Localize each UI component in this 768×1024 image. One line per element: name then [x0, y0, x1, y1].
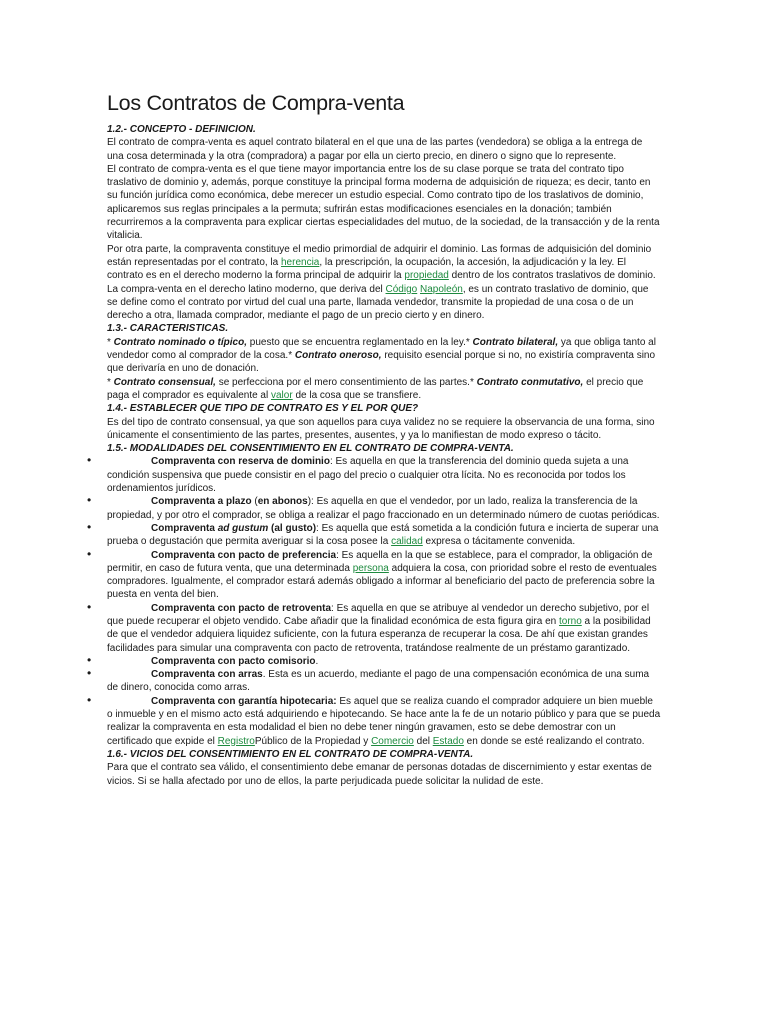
paragraph: Por otra parte, la compraventa constituye el medio primordial de adquirir el dominio. Las formas de adquisición del dominio están representadas por el contrato, la herencia, la prescripción, la ocupación, la accesión, la adjudicación y la ley. El contrato es en el derecho moderno la forma principal de adquirir la propiedad dentro de los contratos traslativos de dominio.: [107, 243, 656, 282]
modalidades-list: [107, 455, 661, 748]
paragraph: La compra-venta en el derecho latino moderno, que deriva del Código Napoleón, es un contrato traslativo de dominio, que se define como el contrato por virtud del cual una parte, llamada vendedor, transmite la propiedad de una cosa o de un derecho a otra, llamada comprador, mediante el pago de un precio cierto y en dinero.: [107, 283, 649, 322]
link-codigo[interactable]: Código: [385, 283, 418, 295]
section-heading-concepto: 1.2.- CONCEPTO - DEFINICION.: [107, 124, 256, 135]
list-item: • Compraventa con reserva de dominio: Es aquella en que la transferencia del dominio queda sujeta a una condición suspensiva que puede consistir en el pago del precio o cualquier otra lícita. No es reconocida por todos los ordenamientos jurídicos.: [107, 455, 661, 495]
list-item: • Compraventa con pacto de preferencia: Es aquella en la que se establece, para el comprador, la obligación de permitir, en caso de futura venta, que una determinada persona adquiera la cosa, con prioridad sobre el resto de eventuales compradores. Igualmente, el comprador estará además obligado a informar al beneficiario del pacto de preferencia sobre la puesta en venta del bien.: [107, 549, 661, 602]
section-heading-vicios: 1.6.- VICIOS DEL CONSENTIMIENTO EN EL CONTRATO DE COMPRA-VENTA.: [107, 748, 474, 760]
list-item: • Compraventa ad gustum (al gusto): Es aquella que está sometida a la condición futura e incierta de superar una prueba o degustación que permita averiguar si la cosa posee la calidad expresa o tácitamente convenida.: [107, 522, 661, 549]
link-estado[interactable]: Estado: [432, 735, 464, 747]
link-napoleon[interactable]: Napoleón: [420, 283, 463, 295]
section-heading-tipo: 1.4.- ESTABLECER QUE TIPO DE CONTRATO ES Y EL POR QUE?: [107, 403, 419, 415]
section-heading-modalidades: 1.5.- MODALIDADES DEL CONSENTIMIENTO EN EL CONTRATO DE COMPRA-VENTA.: [107, 443, 514, 455]
paragraph: El contrato de compra-venta es aquel contrato bilateral en el que una de las partes (vendedora) se obliga a la entrega de una cosa determinada y la otra (compradora) a pagar por ella un cierto precio, en dinero o signo que lo represente.: [107, 137, 643, 162]
link-valor[interactable]: valor: [271, 389, 293, 401]
list-item: • Compraventa con arras. Esta es un acuerdo, mediante el pago de una compensación económica de una suma de dinero, conocida como arras.: [107, 668, 661, 695]
paragraph: El contrato de compra-venta es el que tiene mayor importancia entre los de su clase porque se trata del contrato tipo traslativo de dominio y, además, porque constituye la principal forma moderna de adquisición de riqueza; es decir, tanto en su función jurídica como económica, debe merecer un estudio especial. Como contrato tipo de los traslativos de dominio, aplicaremos sus reglas principales a la permuta; sufrirán estas modificaciones esenciales en la donación; también recurriremos a la compraventa para explicar ciertas especialidades del mutuo, de la sociedad, de la transacción y de la renta vitalicia.: [107, 163, 660, 242]
paragraph: * Contrato consensual, se perfecciona por el mero consentimiento de las partes.* Contrato conmutativo, el precio que paga el comprador es equivalente al valor de la cosa que se transfiere.: [107, 376, 644, 401]
paragraph: Es del tipo de contrato consensual, ya que son aquellos para cuya validez no se requiere la observancia de una forma, sino únicamente el consentimiento de las partes, presentes, ausentes, y ya lo manifiestan de modo expreso o tácito.: [107, 416, 655, 441]
list-item: • Compraventa con garantía hipotecaria: Es aquel que se realiza cuando el comprador adquiere un bien mueble o inmueble y en el mismo acto está adquiriendo e hipotecando. Se hace ante la fe de un notario público y para que se pueda realizar la compraventa en esta modalidad el bien no debe tener ningún gravamen, esto se debe demostrar con un certificado que expide el RegistroPúblico de la Propiedad y Comercio del Estado en donde se esté realizando el contrato.: [107, 695, 661, 748]
list-item: • Compraventa con pacto comisorio.: [107, 655, 661, 668]
link-registro[interactable]: Registro: [217, 735, 255, 747]
link-torno[interactable]: torno: [558, 615, 582, 627]
paragraph: Para que el contrato sea válido, el consentimiento debe emanar de personas dotadas de discernimiento y estar exentas de vicios. Si se halla afectado por uno de ellos, la parte perjudicada puede solicitar la nulidad de este.: [107, 762, 652, 787]
link-comercio[interactable]: Comercio: [371, 735, 414, 747]
paragraph: * Contrato nominado o típico, puesto que se encuentra reglamentado en la ley.* Contrato bilateral, ya que obliga tanto al vendedor como al comprador de la cosa.* Contrato oneroso, requisito esencial porque si no, no existiría compraventa sino que derivaría en uno de donación.: [107, 336, 656, 375]
link-persona[interactable]: persona: [352, 562, 389, 574]
link-herencia[interactable]: herencia: [281, 256, 320, 268]
document-page: [107, 90, 661, 788]
link-calidad[interactable]: calidad: [391, 536, 423, 548]
section-heading-caracteristicas: 1.3.- CARACTERISTICAS.: [107, 323, 229, 335]
list-item: • Compraventa a plazo (en abonos): Es aquella en que el vendedor, por un lado, realiza la transferencia de la propiedad, y por otro el comprador, se obliga a realizar el pago fraccionado en un determinado número de cuotas periódicas.: [107, 495, 661, 522]
link-propiedad[interactable]: propiedad: [404, 270, 449, 282]
document-title: Los Contratos de Compra-venta: [107, 91, 405, 115]
list-item: • Compraventa con pacto de retroventa: Es aquella en que se atribuye al vendedor un derecho subjetivo, por el que puede recuperar el objeto vendido. Cabe añadir que la finalidad económica de esta figura gira en torno a la posibilidad de que el vendedor adquiera liquidez suficiente, con la futura esperanza de recuperar la cosa. De ahí que existan grandes facilidades para simular una compraventa con pacto de retroventa, tratándose realmente de un préstamo garantizado.: [107, 602, 661, 655]
